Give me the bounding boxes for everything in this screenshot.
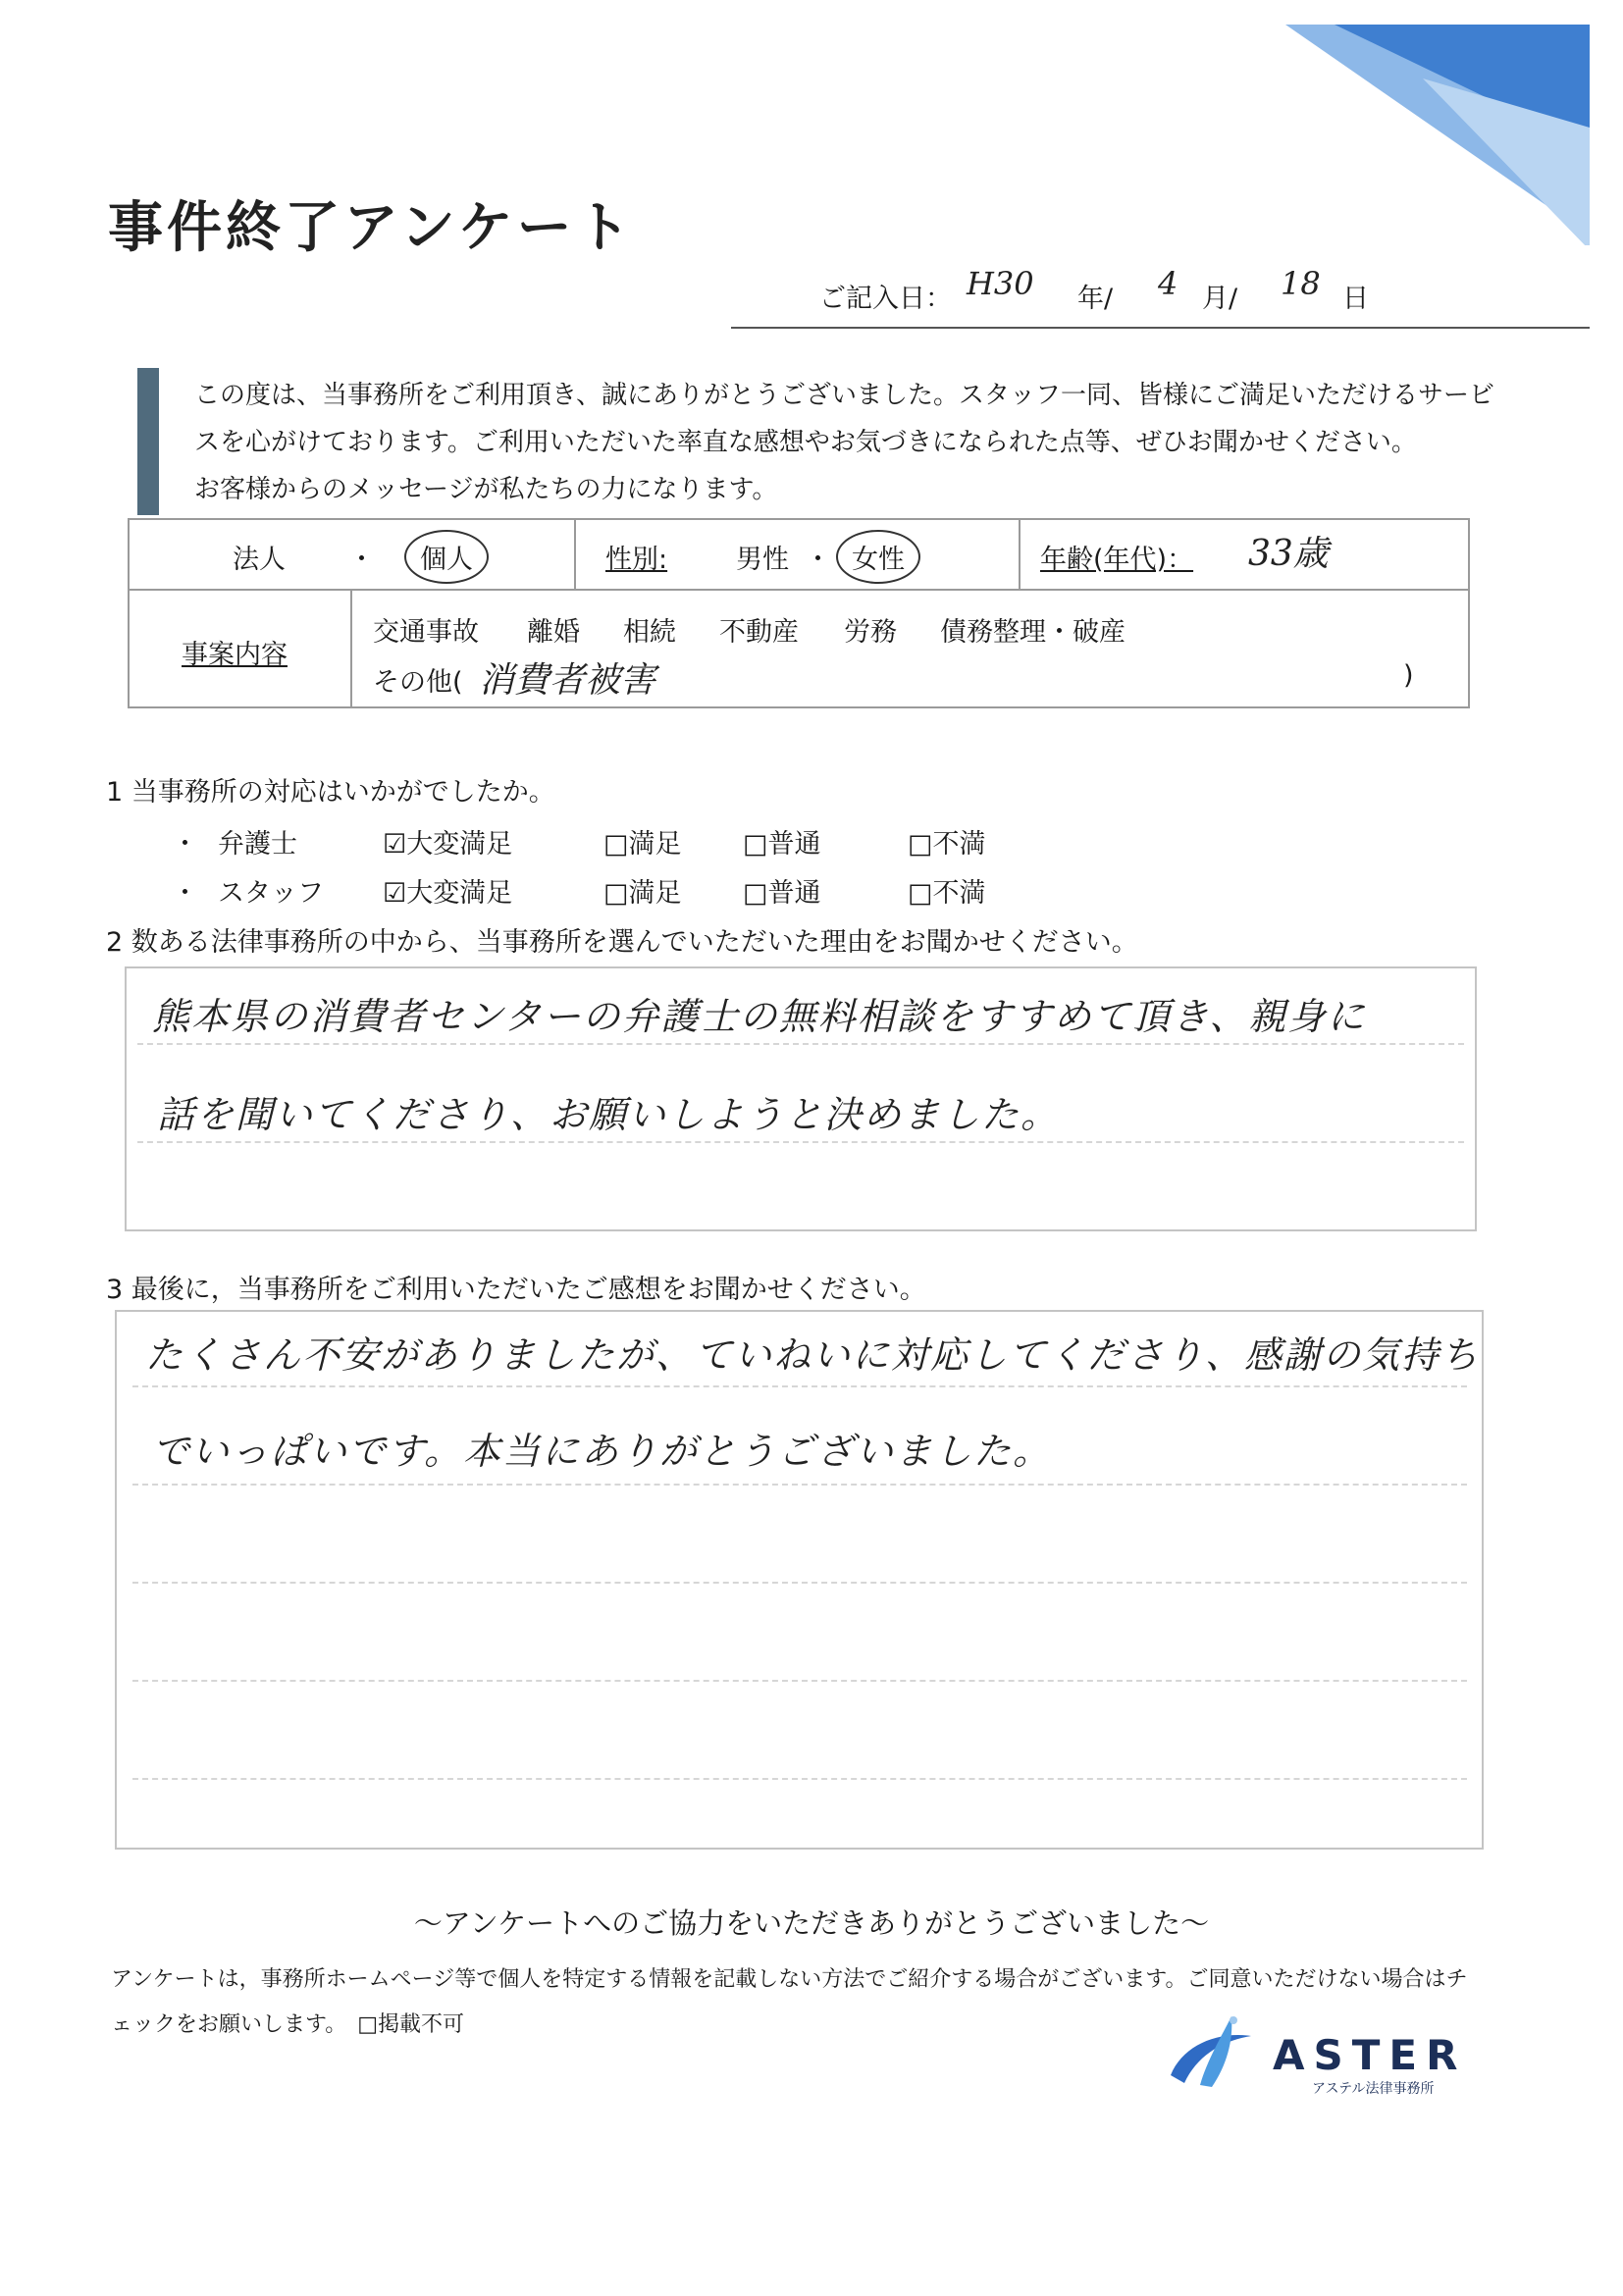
answer-rule xyxy=(137,1043,1464,1045)
case-label: 事案内容 xyxy=(182,640,288,670)
question-2: 2 数ある法律事務所の中から、当事務所を選んでいただいた理由をお聞かせください。 xyxy=(106,927,1138,958)
notice-line-1: アンケートは，事務所ホームページ等で個人を特定する情報を記載しない方法でご紹介する場合がございます。ご同意いただけない場合はチ xyxy=(111,1967,1468,1992)
date-month: 4 xyxy=(1158,265,1178,302)
page-title: 事件終了アンケート xyxy=(108,196,635,260)
intro-line-3: お客様からのメッセージが私たちの力になります。 xyxy=(194,475,778,504)
age-label: 年齢(年代)： xyxy=(1040,545,1194,575)
q1-staff-very-satisfied: ☑大変満足 xyxy=(383,878,513,909)
date-era-year: H30 xyxy=(967,265,1034,302)
answer-rule xyxy=(132,1484,1467,1486)
date-underline xyxy=(731,327,1590,329)
q1-lawyer-satisfied: □満足 xyxy=(603,829,682,860)
date-label: ご記入日： xyxy=(819,284,952,314)
intro-line-2: スを心がけております。ご利用いただいた率直な感想やお気づきになられた点等、ぜひお聞かせください。 xyxy=(194,428,1417,457)
notice-line-2: ェックをお願いします。 □掲載不可 xyxy=(111,2012,465,2037)
answer-rule xyxy=(132,1385,1467,1387)
info-table-row-divider xyxy=(128,589,1470,591)
case-type: 債務整理・破産 xyxy=(940,617,1126,648)
aster-logo-icon xyxy=(1163,2007,1261,2095)
dot-separator: ・ xyxy=(805,545,831,575)
q1-staff-normal: □普通 xyxy=(743,878,821,909)
answer-rule xyxy=(132,1680,1467,1682)
case-type: 不動産 xyxy=(719,617,799,648)
q1-lawyer-dissatisfied: □不満 xyxy=(908,829,986,860)
question-3: 3 最後に，当事務所をご利用いただいたご感想をお聞かせください。 xyxy=(106,1275,926,1305)
answer-rule xyxy=(132,1582,1467,1584)
q3-answer-line-2: でいっぱいです。本当にありがとうございました。 xyxy=(152,1430,1052,1473)
date-month-unit: 月/ xyxy=(1202,284,1238,314)
other-value: 消費者被害 xyxy=(479,660,656,701)
info-table-col-divider-1 xyxy=(574,518,576,589)
question-1: 1 当事務所の対応はいかがでしたか。 xyxy=(106,777,555,808)
bullet: ・ xyxy=(172,878,198,909)
q1-staff-dissatisfied: □不満 xyxy=(908,878,986,909)
individual-option: 個人 xyxy=(404,530,489,584)
q3-answer-line-1: たくさん不安がありましたが、ていねいに対応してくださり、感謝の気持ち xyxy=(145,1333,1481,1377)
answer-rule xyxy=(132,1778,1467,1780)
age-value: 33歳 xyxy=(1248,534,1329,574)
dot-separator: ・ xyxy=(348,545,375,575)
q2-answer-line-1: 熊本県の消費者センターの弁護士の無料相談をすすめて頂き、親身に xyxy=(152,995,1367,1038)
other-close: ) xyxy=(1403,660,1414,691)
q1-staff-label: スタッフ xyxy=(218,878,324,909)
logo-name: ASTER xyxy=(1273,2031,1467,2079)
date-year-unit: 年/ xyxy=(1077,284,1114,314)
thanks-message: ～アンケートへのご協力をいただきありがとうございました～ xyxy=(413,1906,1210,1940)
case-type: 交通事故 xyxy=(373,617,479,648)
gender-label: 性別: xyxy=(605,545,668,575)
corporation-option: 法人 xyxy=(233,545,286,575)
male-option: 男性 xyxy=(736,545,789,575)
corner-decoration xyxy=(1276,20,1590,245)
other-label: その他( xyxy=(373,667,463,698)
case-type: 相続 xyxy=(623,617,676,648)
info-table-col-divider-3 xyxy=(350,589,352,708)
answer-rule xyxy=(137,1141,1464,1143)
q1-lawyer-normal: □普通 xyxy=(743,829,821,860)
intro-line-1: この度は、当事務所をご利用頂き、誠にありがとうございました。スタッフ一同、皆様にご満足いただけるサービ xyxy=(194,381,1494,410)
date-day-unit: 日 xyxy=(1342,284,1369,314)
intro-accent-bar xyxy=(137,368,159,515)
q1-lawyer-very-satisfied: ☑大変満足 xyxy=(383,829,513,860)
q2-answer-line-2: 話を聞いてくださり、お願いしようと決めました。 xyxy=(157,1093,1061,1136)
q1-staff-satisfied: □満足 xyxy=(603,878,682,909)
bullet: ・ xyxy=(172,829,198,860)
case-type: 離婚 xyxy=(527,617,580,648)
logo-subtitle: アステル法律事務所 xyxy=(1312,2081,1435,2097)
info-table-col-divider-2 xyxy=(1019,518,1021,589)
female-option: 女性 xyxy=(836,530,920,584)
date-day: 18 xyxy=(1281,265,1321,302)
case-type: 労務 xyxy=(844,617,897,648)
q1-lawyer-label: 弁護士 xyxy=(218,829,297,860)
q3-answer-box xyxy=(115,1310,1484,1850)
